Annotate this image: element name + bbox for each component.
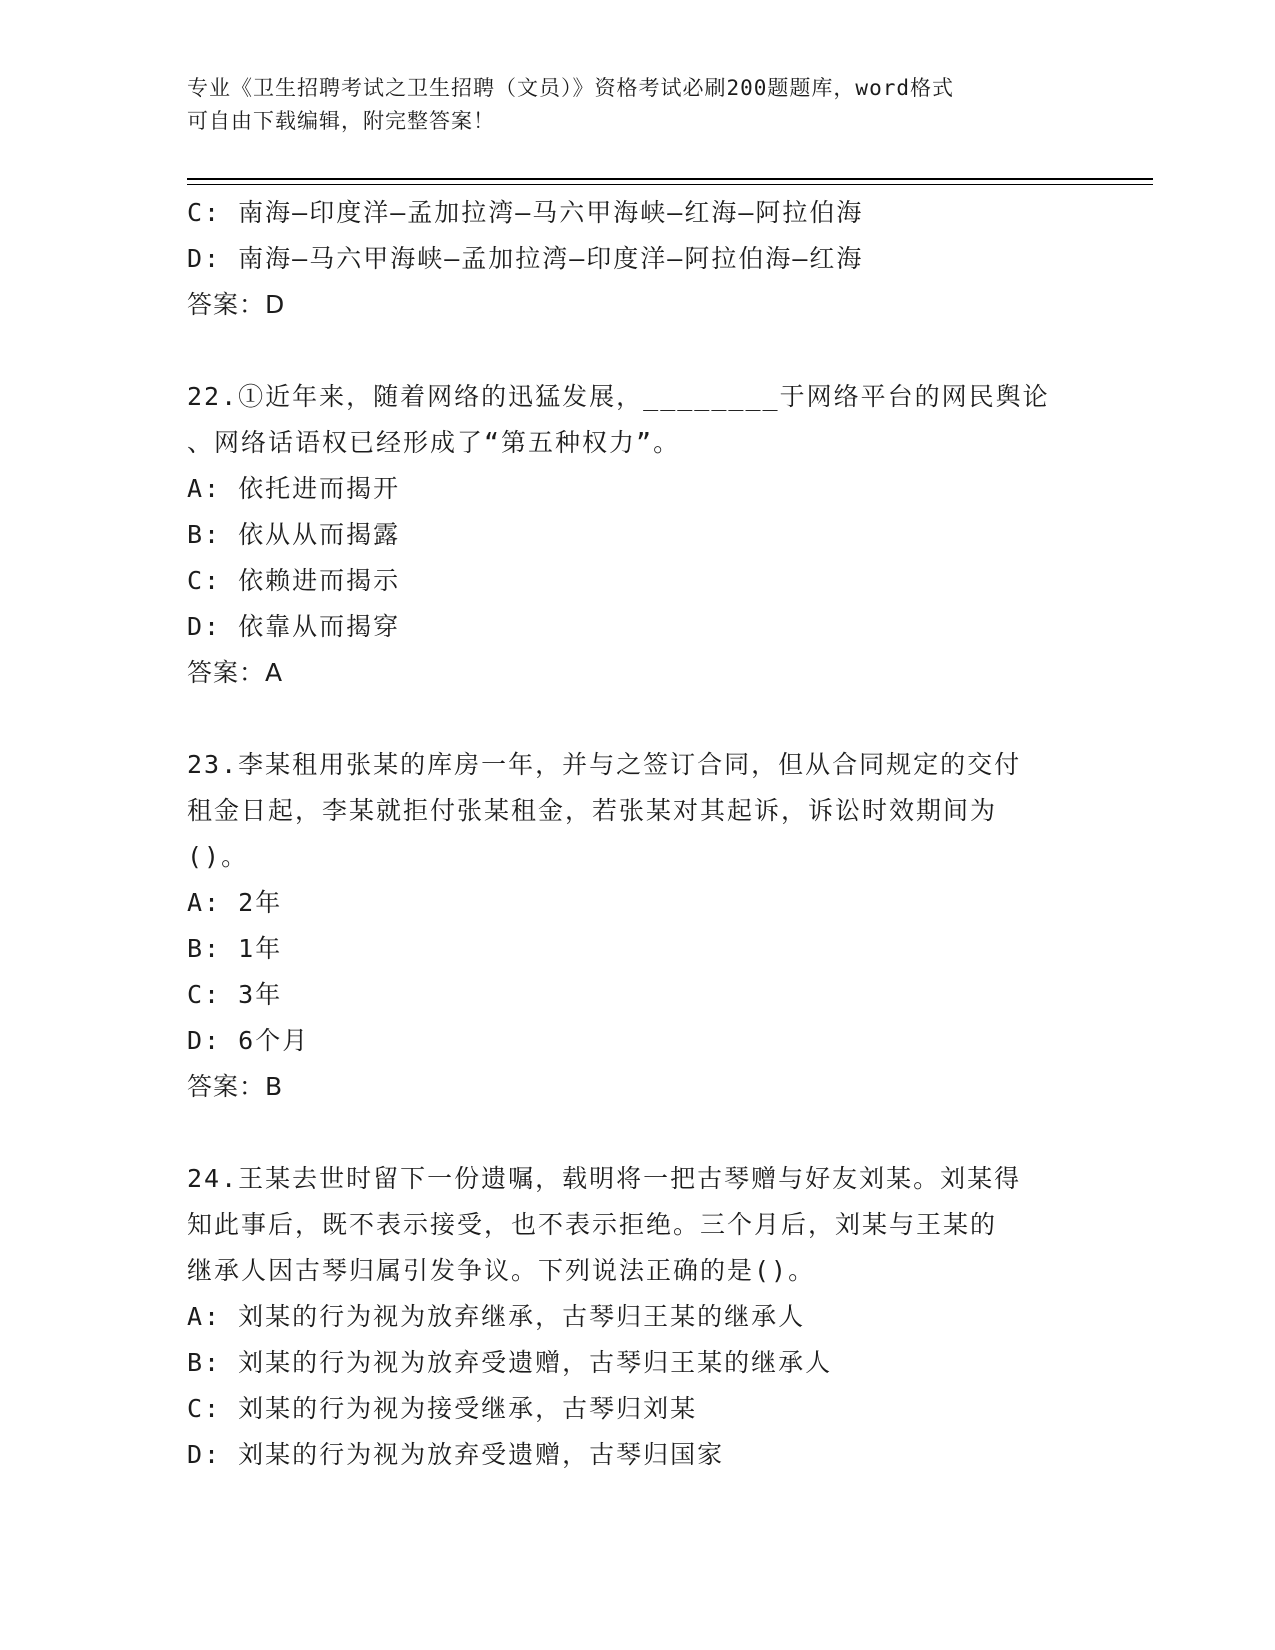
question-list [187,190,1087,1478]
answer-line: 答案：D [187,290,286,319]
header-line-2: 可自由下载编辑，附完整答案！ [187,109,495,133]
option-a: A: 依托进而揭开 [187,474,401,503]
document-header [187,72,1067,138]
question-stem: ()。 [187,842,249,871]
answer-line: 答案：A [187,658,284,687]
question-21-tail [187,190,1087,328]
question-stem: 、网络话语权已经形成了“第五种权力”。 [187,428,681,457]
question-stem: 23.李某租用张某的库房一年，并与之签订合同，但从合同规定的交付 [187,750,1022,779]
header-line-1: 专业《卫生招聘考试之卫生招聘（文员）》资格考试必刷200题题库，word格式 [187,76,954,100]
option-b: B: 依从从而揭露 [187,520,401,549]
option-c: C: 刘某的行为视为接受继承，古琴归刘某 [187,1394,698,1423]
header-rule-thin [187,184,1153,185]
question-22 [187,374,1087,696]
question-stem: 24.王某去世时留下一份遗嘱，载明将一把古琴赠与好友刘某。刘某得 [187,1164,1022,1193]
option-d: D: 南海—马六甲海峡—孟加拉湾—印度洋—阿拉伯海—红海 [187,244,864,273]
option-c: C: 依赖进而揭示 [187,566,401,595]
option-a: A: 刘某的行为视为放弃继承，古琴归王某的继承人 [187,1302,806,1331]
answer-line: 答案：B [187,1072,284,1101]
option-d: D: 刘某的行为视为放弃受遗赠，古琴归国家 [187,1440,725,1469]
question-stem: 知此事后，既不表示接受，也不表示拒绝。三个月后，刘某与王某的 [187,1210,998,1239]
question-stem: 22.①近年来，随着网络的迅猛发展，________于网络平台的网民舆论 [187,382,1050,411]
option-c: C: 南海—印度洋—孟加拉湾—马六甲海峡—红海—阿拉伯海 [187,198,864,227]
question-stem: 租金日起，李某就拒付张某租金，若张某对其起诉，诉讼时效期间为 [187,796,998,825]
option-a: A: 2年 [187,888,283,917]
option-c: C: 3年 [187,980,283,1009]
option-d: D: 6个月 [187,1026,310,1055]
question-stem: 继承人因古琴归属引发争议。下列说法正确的是()。 [187,1256,816,1285]
option-b: B: 刘某的行为视为放弃受遗赠，古琴归王某的继承人 [187,1348,833,1377]
header-rule-thick [187,178,1153,180]
option-d: D: 依靠从而揭穿 [187,612,401,641]
option-b: B: 1年 [187,934,283,963]
question-23 [187,742,1087,1110]
question-24 [187,1156,1087,1478]
